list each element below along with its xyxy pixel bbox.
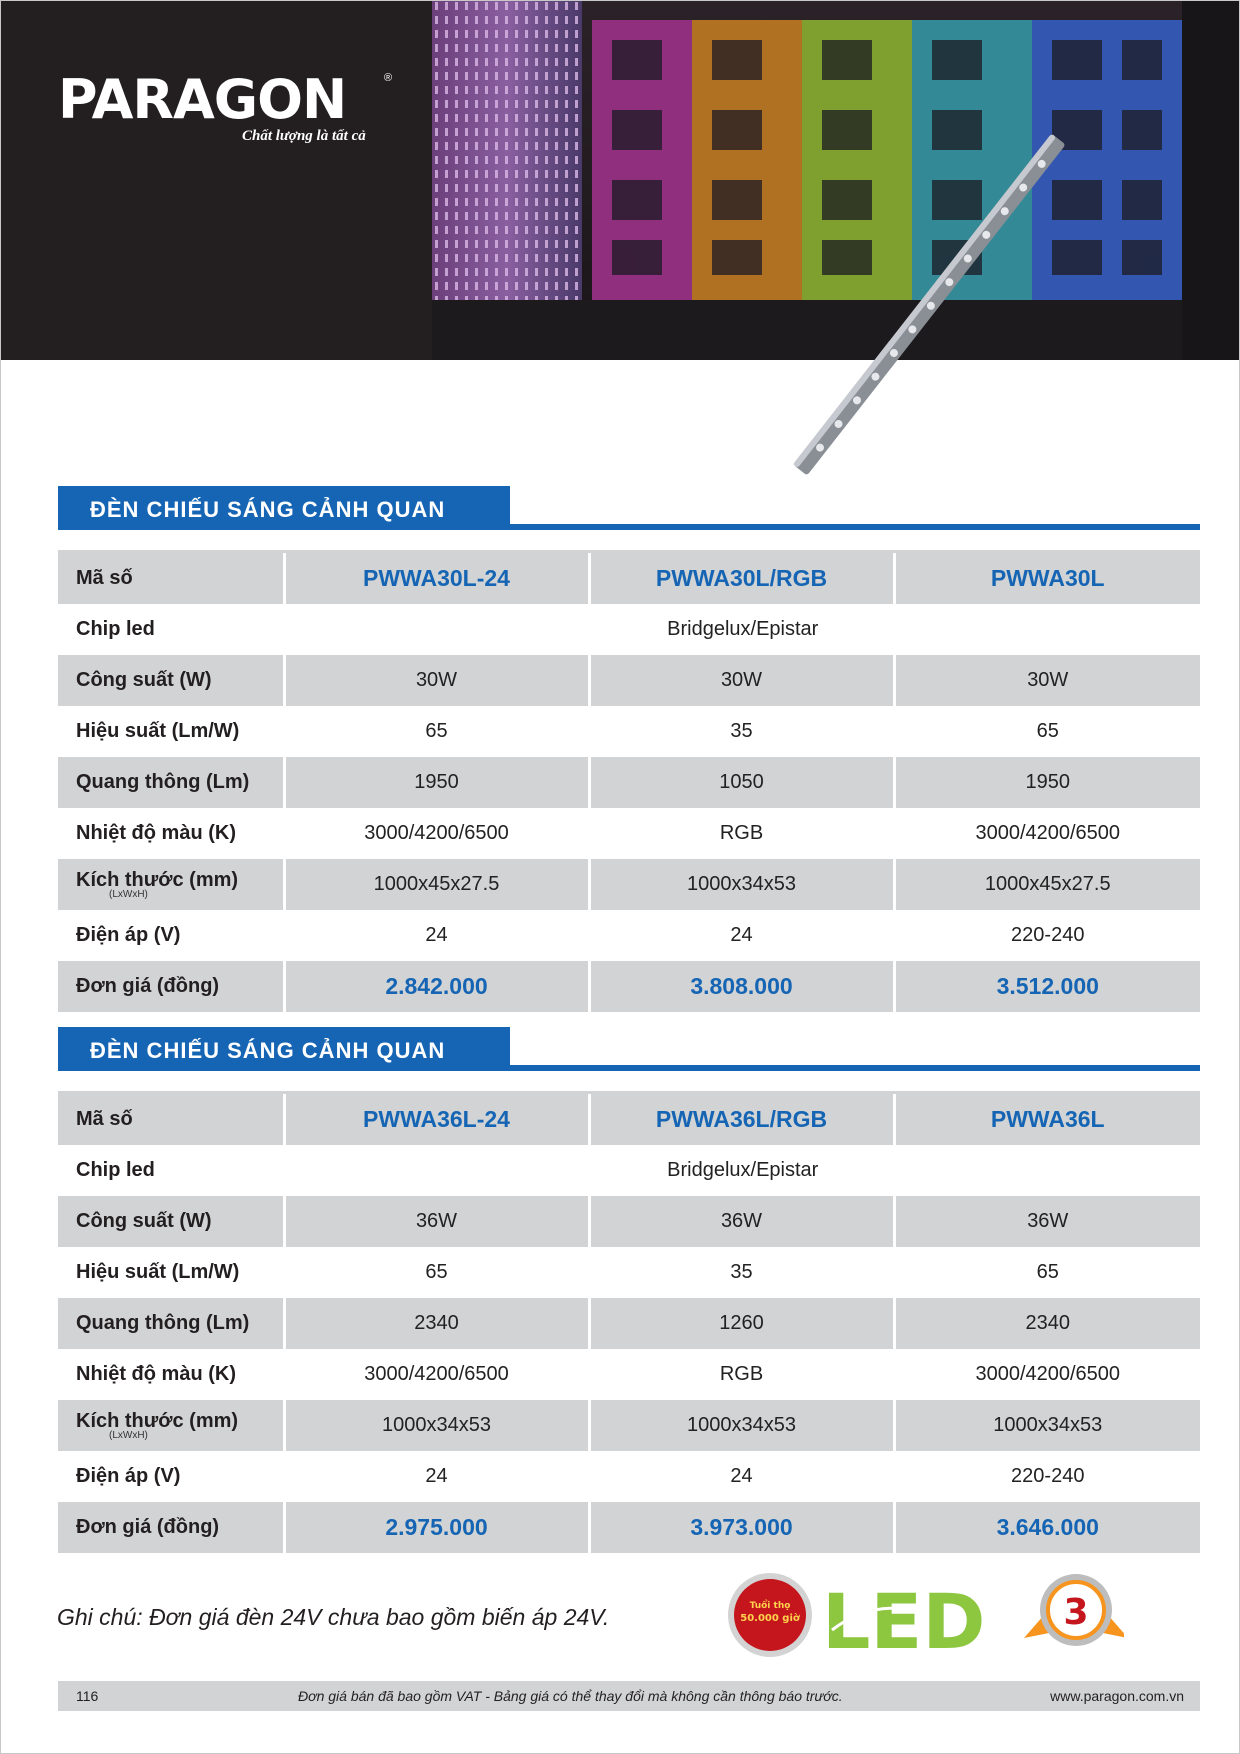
- row-chip: [58, 1145, 1200, 1196]
- size-value: 1000x45x27.5: [894, 859, 1200, 910]
- row-flux: [58, 1298, 1200, 1349]
- row-size: [58, 1400, 1200, 1451]
- row-voltage: [58, 910, 1200, 961]
- flux-value: 2340: [284, 1298, 589, 1349]
- label-power: Công suất (W): [58, 655, 284, 706]
- efficiency-value: 65: [284, 1247, 589, 1298]
- model-code: PWWA36L-24: [284, 1094, 589, 1145]
- cct-value: 3000/4200/6500: [894, 808, 1200, 859]
- paragon-logo: [58, 68, 398, 144]
- price-value: 3.808.000: [589, 961, 894, 1012]
- price-value: 3.973.000: [589, 1502, 894, 1553]
- size-value: 1000x34x53: [589, 1400, 894, 1451]
- section-underline: [58, 524, 1200, 530]
- label-model: Mã số: [58, 553, 284, 604]
- section-underline: [58, 1065, 1200, 1071]
- price-value: 2.975.000: [284, 1502, 589, 1553]
- price-note: Ghi chú: Đơn giá đèn 24V chưa bao gồm biến áp 24V.: [57, 1604, 610, 1630]
- label-efficiency: Hiệu suất (Lm/W): [58, 1247, 284, 1298]
- row-efficiency: [58, 1247, 1200, 1298]
- flux-value: 1260: [589, 1298, 894, 1349]
- power-value: 36W: [589, 1196, 894, 1247]
- label-chip: Chip led: [58, 604, 284, 655]
- led-mark-text: LED: [822, 1577, 986, 1662]
- voltage-value: 220-240: [894, 910, 1200, 961]
- size-value: 1000x45x27.5: [284, 859, 589, 910]
- warranty-years: 3: [1063, 1592, 1089, 1633]
- efficiency-value: 65: [894, 1247, 1200, 1298]
- label-size-text: Kích thước (mm): [76, 1410, 239, 1432]
- label-size: [58, 1400, 284, 1451]
- power-value: 30W: [284, 655, 589, 706]
- page-footer: [58, 1681, 1200, 1711]
- label-price: Đơn giá (đồng): [58, 1502, 284, 1553]
- label-efficiency: Hiệu suất (Lm/W): [58, 706, 284, 757]
- flux-value: 2340: [894, 1298, 1200, 1349]
- cct-value: RGB: [589, 808, 894, 859]
- chip-value: Bridgelux/Epistar: [284, 604, 1200, 655]
- model-code: PWWA30L/RGB: [589, 553, 894, 604]
- row-efficiency: [58, 706, 1200, 757]
- spec-table-1: [58, 553, 1200, 1012]
- label-size-note: (LxWxH): [109, 889, 148, 900]
- section-header-1: [58, 486, 1200, 530]
- cct-value: 3000/4200/6500: [284, 1349, 589, 1400]
- size-value: 1000x34x53: [894, 1400, 1200, 1451]
- row-price: [58, 1502, 1200, 1553]
- page-number: 116: [76, 1688, 99, 1704]
- label-size: [58, 859, 284, 910]
- section-header-2: [58, 1027, 1200, 1071]
- efficiency-value: 35: [589, 1247, 894, 1298]
- row-power: [58, 1196, 1200, 1247]
- flux-value: 1050: [589, 757, 894, 808]
- power-value: 30W: [894, 655, 1200, 706]
- chip-value: Bridgelux/Epistar: [284, 1145, 1200, 1196]
- website-link[interactable]: www.paragon.com.vn: [1050, 1688, 1184, 1704]
- logo-tagline: Chất lượng là tất cả: [242, 128, 366, 144]
- label-size-note: (LxWxH): [109, 1430, 148, 1441]
- lifetime-line1: Tuổi thọ: [749, 1601, 791, 1611]
- efficiency-value: 65: [894, 706, 1200, 757]
- label-cct: Nhiệt độ màu (K): [58, 1349, 284, 1400]
- led-wall-washer-bar-image: [780, 120, 1120, 480]
- warranty-seal-icon: [1024, 1574, 1124, 1646]
- label-model: Mã số: [58, 1094, 284, 1145]
- certification-badges: [724, 1568, 1124, 1662]
- section-title: ĐÈN CHIẾU SÁNG CẢNH QUAN: [90, 497, 446, 522]
- label-power: Công suất (W): [58, 1196, 284, 1247]
- row-flux: [58, 757, 1200, 808]
- power-value: 36W: [284, 1196, 589, 1247]
- cct-value: RGB: [589, 1349, 894, 1400]
- model-code: PWWA30L-24: [284, 553, 589, 604]
- size-value: 1000x34x53: [284, 1400, 589, 1451]
- voltage-value: 24: [589, 1451, 894, 1502]
- row-model: [58, 1094, 1200, 1145]
- label-chip: Chip led: [58, 1145, 284, 1196]
- efficiency-value: 35: [589, 706, 894, 757]
- row-model: [58, 553, 1200, 604]
- row-voltage: [58, 1451, 1200, 1502]
- logo-wordmark: PARAGON: [58, 68, 347, 131]
- price-value: 3.512.000: [894, 961, 1200, 1012]
- row-cct: [58, 1349, 1200, 1400]
- cct-value: 3000/4200/6500: [284, 808, 589, 859]
- registered-mark-icon: ®: [384, 72, 393, 84]
- label-voltage: Điện áp (V): [58, 910, 284, 961]
- lifetime-seal-icon: [728, 1573, 812, 1657]
- price-value: 2.842.000: [284, 961, 589, 1012]
- price-value: 3.646.000: [894, 1502, 1200, 1553]
- label-flux: Quang thông (Lm): [58, 757, 284, 808]
- spec-table-2: [58, 1094, 1200, 1553]
- footer-disclaimer: Đơn giá bán đã bao gồm VAT - Bảng giá có thể thay đổi mà không cần thông báo trước.: [298, 1688, 843, 1704]
- model-code: PWWA30L: [894, 553, 1200, 604]
- label-cct: Nhiệt độ màu (K): [58, 808, 284, 859]
- lifetime-line2: 50.000 giờ: [740, 1613, 800, 1624]
- voltage-value: 24: [589, 910, 894, 961]
- label-flux: Quang thông (Lm): [58, 1298, 284, 1349]
- power-value: 30W: [589, 655, 894, 706]
- label-price: Đơn giá (đồng): [58, 961, 284, 1012]
- model-code: PWWA36L/RGB: [589, 1094, 894, 1145]
- section-title: ĐÈN CHIẾU SÁNG CẢNH QUAN: [90, 1038, 446, 1063]
- row-power: [58, 655, 1200, 706]
- label-size-text: Kích thước (mm): [76, 869, 239, 891]
- model-code: PWWA36L: [894, 1094, 1200, 1145]
- label-voltage: Điện áp (V): [58, 1451, 284, 1502]
- led-mark-icon: [822, 1577, 985, 1662]
- row-chip: [58, 604, 1200, 655]
- row-size: [58, 859, 1200, 910]
- row-price: [58, 961, 1200, 1012]
- flux-value: 1950: [284, 757, 589, 808]
- size-value: 1000x34x53: [589, 859, 894, 910]
- voltage-value: 24: [284, 1451, 589, 1502]
- voltage-value: 220-240: [894, 1451, 1200, 1502]
- cct-value: 3000/4200/6500: [894, 1349, 1200, 1400]
- flux-value: 1950: [894, 757, 1200, 808]
- power-value: 36W: [894, 1196, 1200, 1247]
- row-cct: [58, 808, 1200, 859]
- efficiency-value: 65: [284, 706, 589, 757]
- voltage-value: 24: [284, 910, 589, 961]
